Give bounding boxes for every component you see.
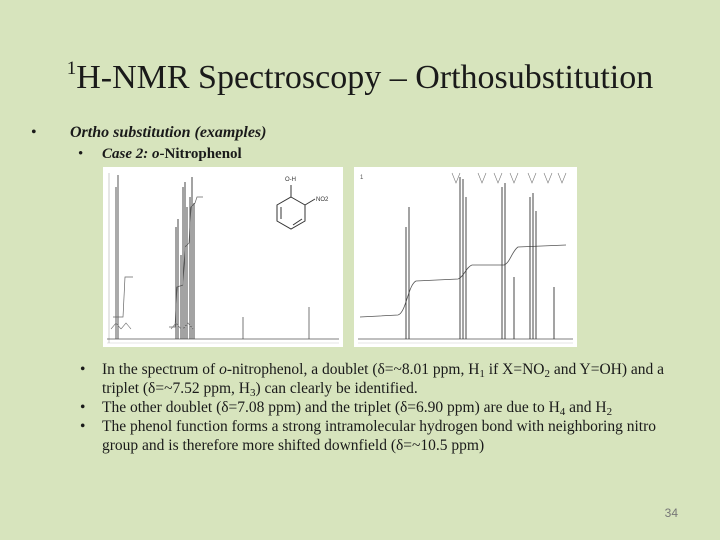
list-item-text: The phenol function forms a strong intramolecular hydrogen bond with neighboring nitro group and is therefore more shifted downfield (δ=~10.5 ppm) bbox=[102, 418, 657, 454]
bullet-marker: • bbox=[80, 418, 86, 435]
bullet-marker: • bbox=[78, 146, 84, 162]
list-item bbox=[80, 417, 690, 455]
ortho-prefix: o bbox=[152, 146, 160, 162]
list-item bbox=[80, 360, 690, 398]
structure-no2-label: NO2 bbox=[316, 197, 329, 203]
title-superscript: 1 bbox=[66, 58, 77, 79]
svg-text:1: 1 bbox=[360, 175, 364, 181]
slide-title bbox=[0, 48, 720, 99]
list-item-text: The other doublet (δ=7.08 ppm) and the triplet (δ=6.90 ppm) are due to $H_4$ and $H_2$ bbox=[102, 399, 613, 418]
bullet-marker: • bbox=[31, 124, 37, 141]
title-text: H-NMR Spectroscopy – Orthosubstitution bbox=[76, 59, 654, 96]
compound-name: -Nitrophenol bbox=[159, 146, 242, 162]
nmr-spectrum-full-image bbox=[103, 167, 343, 347]
list-item-text: In the spectrum of o-nitrophenol, a doublet (δ=~8.01 ppm, $H_1$ if $X=NO_2$ and Y=OH) and a triplet (δ=~7.52 ppm, $H_3$) can clearly be identified. bbox=[102, 361, 665, 399]
explanation-list bbox=[80, 360, 690, 455]
nmr-spectrum-aromatic-expansion bbox=[354, 167, 577, 347]
bullet-ortho-text: Ortho substitution (examples) bbox=[70, 124, 267, 141]
bullet-case-2 bbox=[78, 146, 242, 163]
case-label: Case 2: bbox=[102, 146, 149, 162]
page-number: 34 bbox=[664, 506, 678, 520]
list-item bbox=[80, 398, 690, 417]
bullet-marker: • bbox=[80, 361, 86, 378]
nmr-spectrum-full bbox=[103, 167, 343, 347]
bullet-ortho-substitution bbox=[31, 124, 266, 142]
bullet-marker: • bbox=[80, 399, 86, 416]
structure-oh-label: O-H bbox=[285, 177, 296, 183]
nmr-spectrum-expansion-image bbox=[354, 167, 577, 347]
